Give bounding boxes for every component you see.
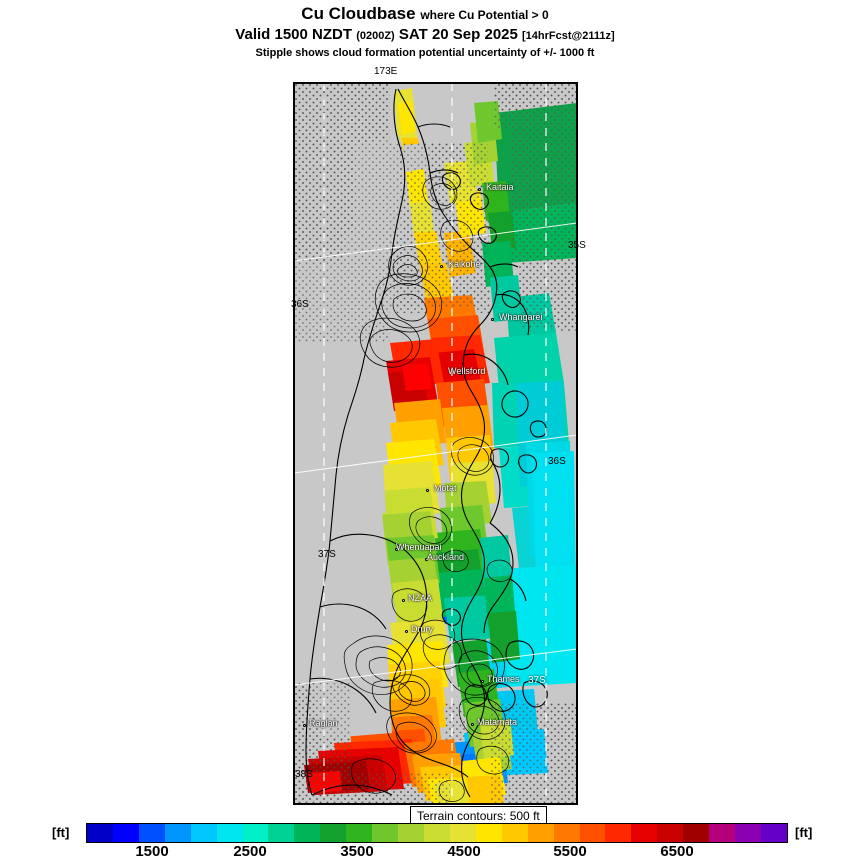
colorbar-swatch-25 <box>735 824 761 842</box>
colorbar-swatch-18 <box>554 824 580 842</box>
colorbar-swatch-5 <box>217 824 243 842</box>
place-marker <box>303 724 306 727</box>
colorbar-swatch-21 <box>631 824 657 842</box>
place-marker <box>426 489 429 492</box>
grid-label-37s-west: 37S <box>318 549 336 560</box>
place-marker <box>395 548 398 551</box>
colorbar-swatch-10 <box>346 824 372 842</box>
place-marker <box>425 558 428 561</box>
colorbar-tick-6500: 6500 <box>660 843 694 860</box>
colorbar-swatch-20 <box>605 824 631 842</box>
colorbar-swatch-6 <box>243 824 269 842</box>
colorbar-swatch-22 <box>657 824 683 842</box>
map-graphic <box>294 83 577 804</box>
title-line-1 <box>0 4 850 25</box>
title-main: Cu Cloudbase <box>301 4 416 23</box>
place-marker <box>471 723 474 726</box>
colorbar-swatch-16 <box>502 824 528 842</box>
place-label-kaikohe: Kaikohe <box>448 259 481 269</box>
title-line-2 <box>0 25 850 46</box>
place-label-wellsford: Wellsford <box>448 366 486 376</box>
colorbar-swatch-3 <box>165 824 191 842</box>
colorbar-gradient <box>86 823 788 843</box>
place-label-whenuapai: Whenuapai <box>396 542 442 552</box>
forecast-run-info: [14hrFcst@2111z] <box>522 30 615 42</box>
colorbar-tick-5500: 5500 <box>553 843 587 860</box>
colorbar-swatch-19 <box>580 824 606 842</box>
place-marker <box>405 630 408 633</box>
valid-date: SAT 20 Sep 2025 <box>398 26 518 43</box>
place-label-auckland: Auckland <box>427 552 465 562</box>
chart-title-block <box>0 4 850 61</box>
place-marker <box>478 188 481 191</box>
colorbar-swatch-24 <box>709 824 735 842</box>
grid-label-36s-east: 36S <box>548 456 566 467</box>
colorbar-tick-4500: 4500 <box>447 843 481 860</box>
colorbar-swatch-11 <box>372 824 398 842</box>
colorbar-swatch-8 <box>294 824 320 842</box>
colorbar-tick-1500: 1500 <box>135 843 169 860</box>
colorbar-swatch-23 <box>683 824 709 842</box>
place-label-drury: Drury <box>411 624 433 634</box>
place-marker <box>440 265 443 268</box>
colorbar-swatch-2 <box>139 824 165 842</box>
colorbar-swatch-17 <box>528 824 554 842</box>
title-condition: where Cu Potential > 0 <box>420 8 549 22</box>
colorbar-swatch-4 <box>191 824 217 842</box>
stipple-note: Stipple shows cloud formation potential uncertainty of +/- 1000 ft <box>255 47 595 59</box>
colorbar-tick-2500: 2500 <box>233 843 267 860</box>
place-label-nzaa: NZAA <box>408 593 433 603</box>
colorbar-swatch-13 <box>424 824 450 842</box>
colorbar-tick-3500: 3500 <box>340 843 374 860</box>
colorbar-swatch-1 <box>113 824 139 842</box>
terrain-contour-note-text: Terrain contours: 500 ft <box>417 809 540 823</box>
colorbar-unit-left: [ft] <box>52 825 70 840</box>
place-marker <box>459 372 462 375</box>
colorbar-swatch-0 <box>87 824 113 842</box>
valid-time: Valid 1500 NZDT <box>235 26 353 43</box>
colorbar-swatch-9 <box>320 824 346 842</box>
place-label-motat: Motat <box>434 483 457 493</box>
colorbar-swatch-14 <box>450 824 476 842</box>
colorbar-swatch-7 <box>268 824 294 842</box>
grid-label-173e: 173E <box>374 66 398 77</box>
place-label-thames: Thames <box>487 674 520 684</box>
place-label-matamata: Matamata <box>477 717 518 727</box>
place-marker <box>402 599 405 602</box>
colorbar-unit-right: [ft] <box>795 825 813 840</box>
colorbar-swatch-26 <box>761 824 787 842</box>
colorbar-swatch-12 <box>398 824 424 842</box>
grid-label-38s: 38S <box>295 769 313 780</box>
place-marker <box>481 680 484 683</box>
place-label-raglan: Raglan <box>309 718 338 728</box>
colorbar-panel <box>0 823 850 860</box>
grid-label-37s-east: 37S <box>528 675 546 686</box>
valid-time-utc: (0200Z) <box>356 30 395 42</box>
colorbar-swatch-15 <box>476 824 502 842</box>
place-label-kaitaia: Kaitaia <box>486 182 514 192</box>
grid-label-35s: 35S <box>568 240 586 251</box>
place-label-whangarei: Whangarei <box>499 312 543 322</box>
grid-label-36s-west: 36S <box>291 299 309 310</box>
place-marker <box>491 318 494 321</box>
map-panel[interactable] <box>293 82 578 805</box>
